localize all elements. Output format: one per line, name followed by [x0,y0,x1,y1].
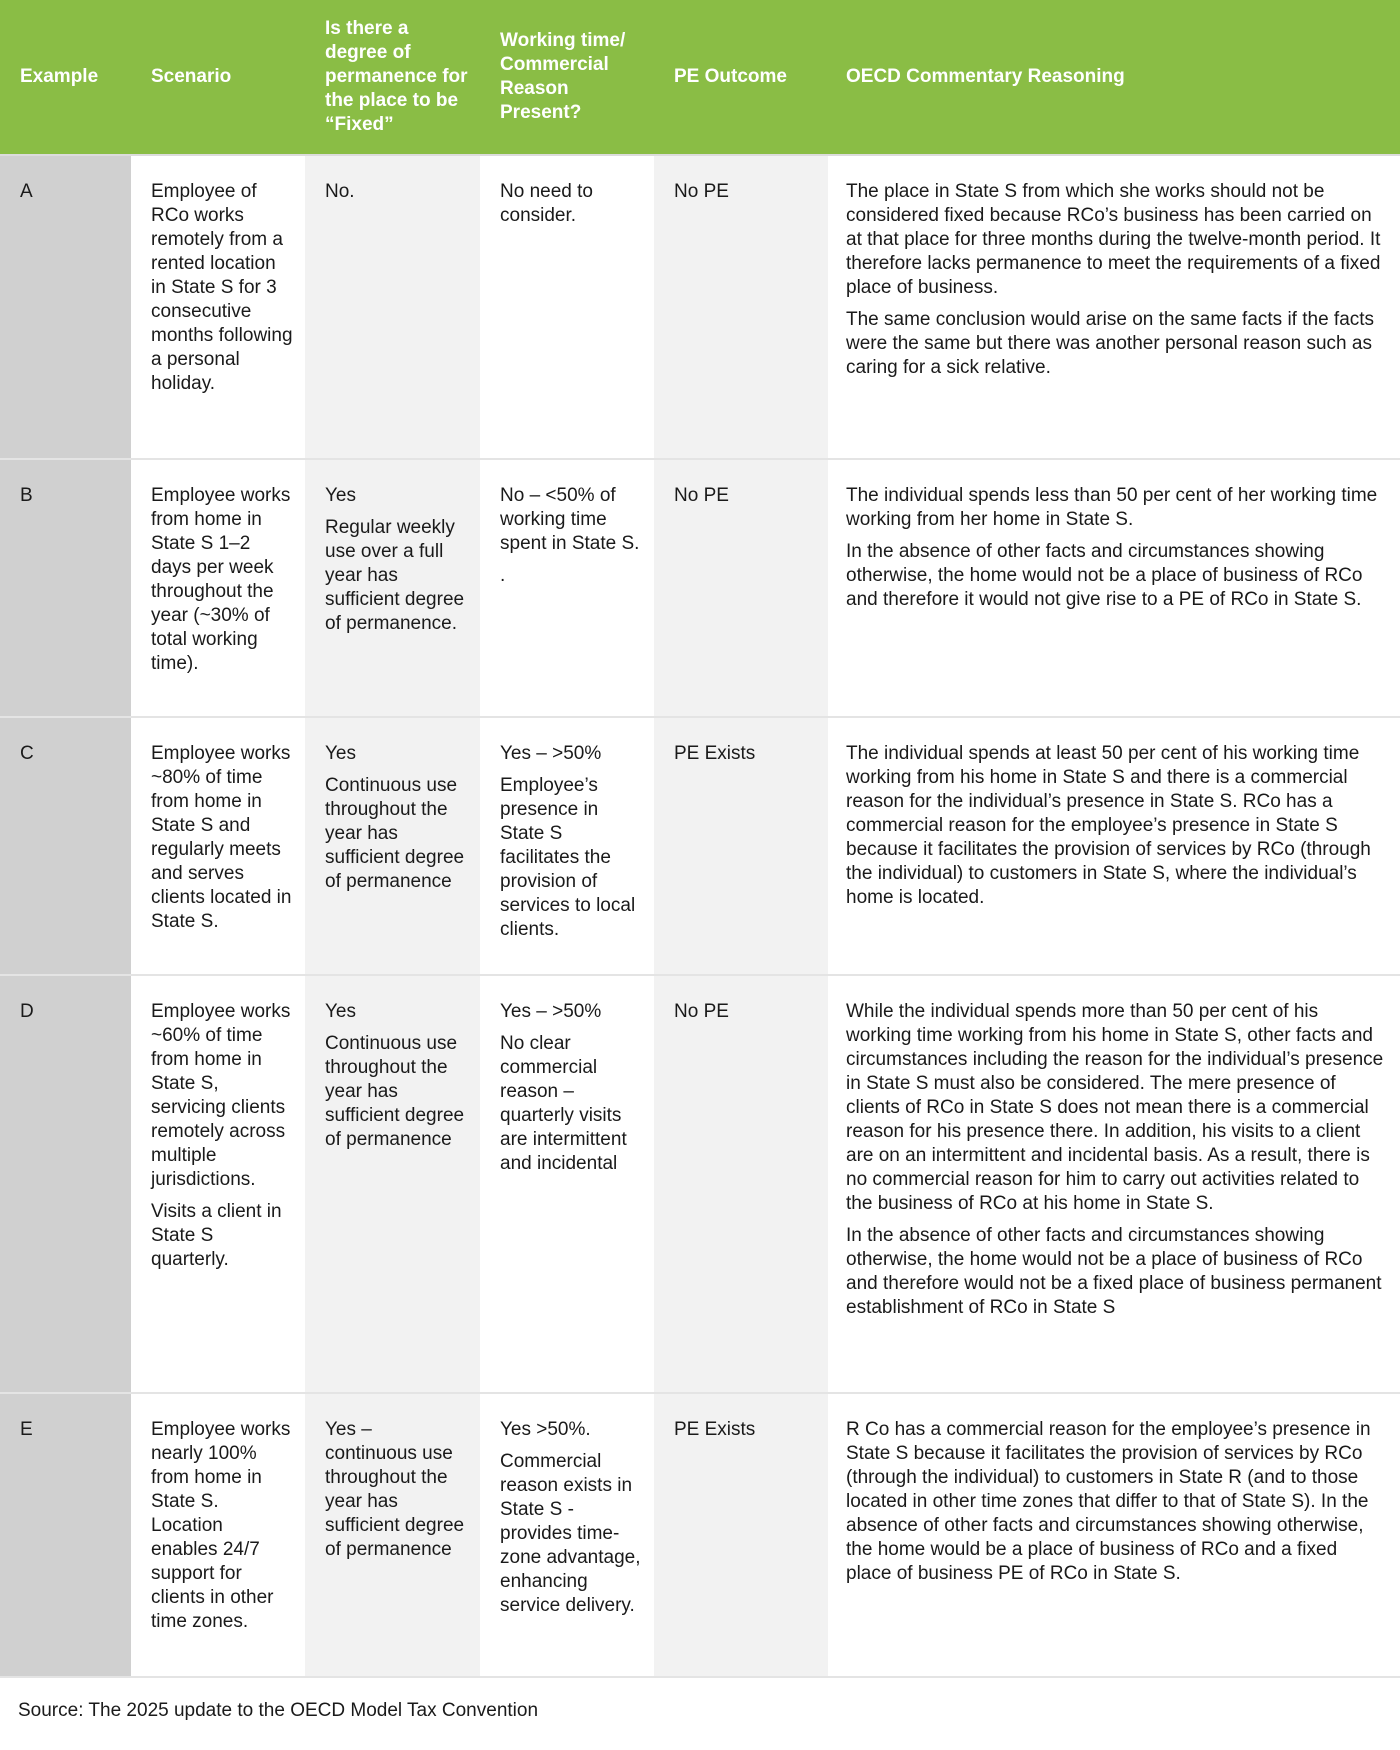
cell-permanence-paragraph: Yes – continuous use throughout the year has sufficient degree of permanence [325,1419,465,1560]
cell-scenario-paragraph: Employee of RCo works remotely from a rented location in State S for 3 consecutive months following a personal holiday. [151,181,293,394]
cell-permanence [305,1393,480,1677]
cell-example: D [0,975,131,1393]
cell-commentary [828,1393,1400,1677]
cell-scenario [131,975,305,1393]
cell-scenario-paragraph: Employee works ~60% of time from home in State S, servicing clients remotely across multiple jurisdictions. [151,1001,291,1190]
cell-scenario-paragraph: Employee works from home in State S 1–2 days per week throughout the year (~30% of total working time). [151,485,291,674]
cell-scenario-paragraph: Visits a client in State S quarterly. [151,1201,282,1270]
cell-pe-outcome: PE Exists [654,1393,828,1677]
cell-pe-outcome: No PE [654,155,828,459]
source-note: Source: The 2025 update to the OECD Model Tax Convention [18,1700,539,1721]
cell-scenario [131,155,305,459]
cell-permanence-paragraph: Yes [325,485,356,506]
header-example: Example [0,0,131,155]
cell-scenario-paragraph: Employee works nearly 100% from home in State S. Location enables 24/7 support for clients in other time zones. [151,1419,291,1632]
table-row [0,155,1400,459]
cell-working-time [480,975,654,1393]
cell-working-time-paragraph: Yes >50%. [500,1419,591,1440]
cell-working-time [480,1393,654,1677]
cell-permanence-paragraph: Yes [325,743,356,764]
cell-working-time-paragraph: Yes – >50% [500,1001,602,1022]
cell-working-time [480,459,654,717]
cell-example: A [0,155,131,459]
cell-pe-outcome: PE Exists [654,717,828,975]
header-row [0,0,1400,155]
table-row [0,975,1400,1393]
table-row [0,1393,1400,1677]
table-row [0,717,1400,975]
cell-permanence [305,155,480,459]
cell-commentary-paragraph: In the absence of other facts and circumstances showing otherwise, the home would not be a place of business of RCo and therefore would not be a fixed place of business permanent establishment of RCo in State S [846,1225,1382,1318]
header-commentary: OECD Commentary Reasoning [828,0,1400,155]
cell-commentary-paragraph: In the absence of other facts and circumstances showing otherwise, the home would not be a place of business of RCo and therefore it would not give rise to a PE of RCo in State S. [846,541,1363,610]
cell-working-time-paragraph: Employee’s presence in State S facilitates the provision of services to local clients. [500,775,636,940]
cell-commentary-paragraph: R Co has a commercial reason for the employee’s presence in State S because it facilitates the provision of services by RCo (through the individual) to customers in State R (and to those located in other time zones that differ to that of State S). In the absence of other facts and circumstances showing otherwise, the home would be a place of business of RCo and a fixed place of business PE of RCo in State S. [846,1419,1371,1584]
cell-commentary-paragraph: The place in State S from which she works should not be considered fixed because RCo’s business has been carried on at that place for three months during the twelve-month period. It therefore lacks permanence to meet the requirements of a fixed place of business. [846,181,1381,298]
table-row [0,459,1400,717]
header-permanence: Is there a degree of permanence for the place to be “Fixed” [305,0,480,155]
cell-commentary-paragraph: The same conclusion would arise on the same facts if the facts were the same but there was another personal reason such as caring for a sick relative. [846,309,1375,378]
cell-permanence [305,975,480,1393]
cell-commentary [828,975,1400,1393]
cell-permanence [305,717,480,975]
cell-working-time-paragraph: Yes – >50% [500,743,602,764]
cell-working-time-paragraph: No clear commercial reason – quarterly visits are intermittent and incidental [500,1033,627,1174]
cell-example: C [0,717,131,975]
table-header [0,0,1400,155]
cell-scenario [131,459,305,717]
cell-working-time-paragraph: No – <50% of working time spent in State S. [500,485,640,554]
cell-working-time-paragraph: No need to consider. [500,181,593,226]
cell-working-time-paragraph: . [500,565,506,586]
cell-commentary-paragraph: While the individual spends more than 50 per cent of his working time working from his home in State S, other facts and circumstances including the reason for the individual’s presence in State S must also be considered. The mere presence of clients of RCo in State S does not mean there is a commercial reason for his presence there. In addition, his visits to a client are on an intermittent and incidental basis. As a result, there is no commercial reason for him to carry out activities related to the business of RCo at his home in State S. [846,1001,1384,1214]
cell-permanence-paragraph: No. [325,181,355,202]
cell-permanence-paragraph: Yes [325,1001,356,1022]
cell-permanence-paragraph: Continuous use throughout the year has sufficient degree of permanence [325,775,465,892]
cell-scenario [131,717,305,975]
cell-pe-outcome: No PE [654,459,828,717]
cell-commentary [828,155,1400,459]
header-working-time: Working time/ Commercial Reason Present? [480,0,654,155]
cell-permanence-paragraph: Continuous use throughout the year has sufficient degree of permanence [325,1033,465,1150]
cell-commentary-paragraph: The individual spends at least 50 per cent of his working time working from his home in State S and there is a commercial reason for the individual’s presence in State S. RCo has a commercial reason for the employee’s presence in State S because it facilitates the provision of services by RCo (through the individual) to customers in State S, where the individual’s home is located. [846,743,1371,908]
table-body [0,155,1400,1677]
header-scenario: Scenario [131,0,305,155]
cell-example: E [0,1393,131,1677]
cell-permanence-paragraph: Regular weekly use over a full year has sufficient degree of permanence. [325,517,465,634]
cell-scenario-paragraph: Employee works ~80% of time from home in State S and regularly meets and serves clients located in State S. [151,743,292,932]
cell-pe-outcome: No PE [654,975,828,1393]
cell-commentary [828,459,1400,717]
cell-commentary [828,717,1400,975]
header-pe-outcome: PE Outcome [654,0,828,155]
cell-commentary-paragraph: The individual spends less than 50 per cent of her working time working from her home in State S. [846,485,1378,530]
cell-permanence [305,459,480,717]
cell-working-time-paragraph: Commercial reason exists in State S - provides time-zone advantage, enhancing service delivery. [500,1451,641,1616]
cell-scenario [131,1393,305,1677]
cell-working-time [480,155,654,459]
cell-example: B [0,459,131,717]
cell-working-time [480,717,654,975]
